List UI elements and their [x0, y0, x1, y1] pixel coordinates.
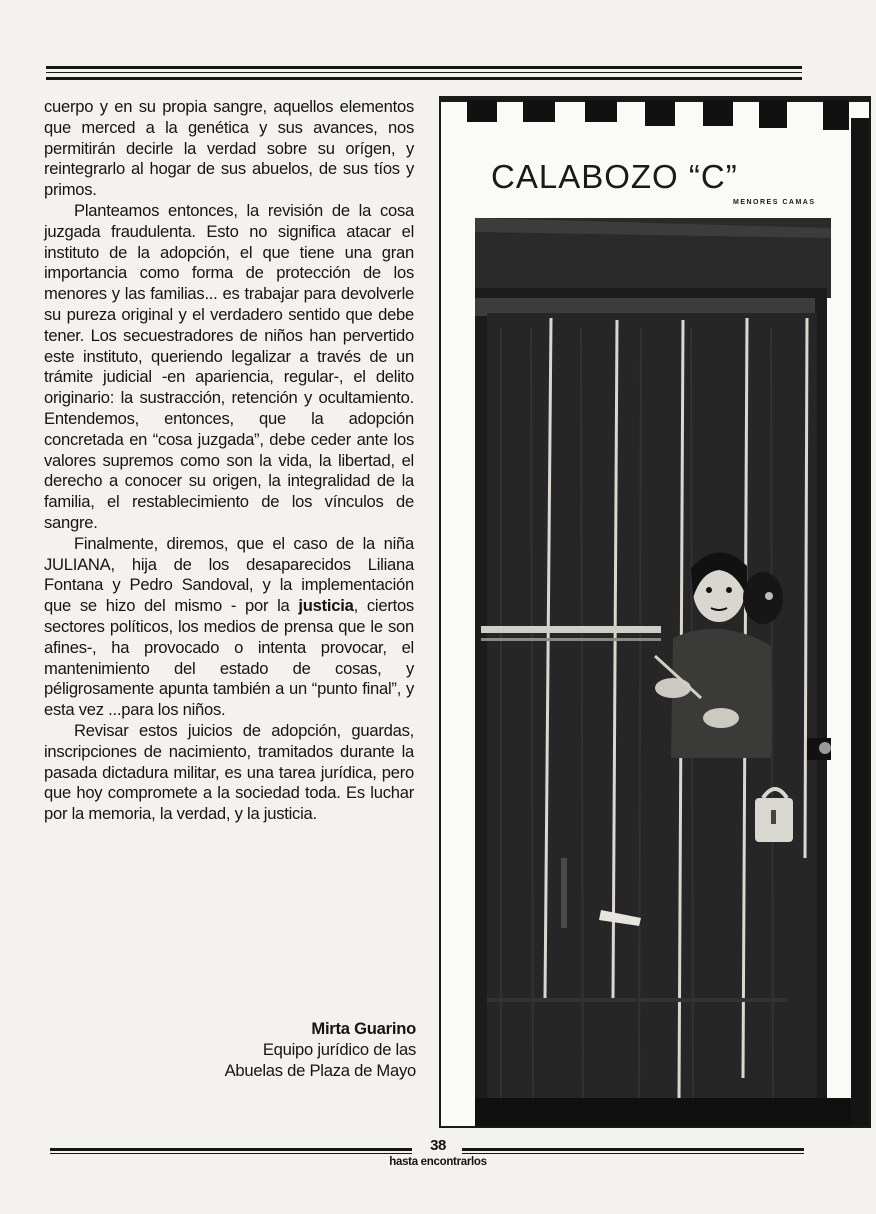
paragraph-text: Finalmente, diremos, que el caso de la niña JULIANA, hija de los desaparecidos Liliana Fontana y Pedro Sandoval, y la implementación que se hizo del mismo - por la: [44, 533, 414, 616]
photo-sublabel: MENORES CAMAS: [733, 199, 816, 206]
page-number: 38: [430, 1137, 446, 1154]
author-name: Mirta Guarino: [311, 1019, 416, 1038]
paragraph-text: Revisar estos juicios de adopción, guardas, inscripciones de nacimiento, tramitados durante la pasada dictadura militar, es una tarea jurídica, pero que hoy compromete a la sociedad toda. Es luchar por la memoria, la verdad, y la justicia.: [44, 720, 414, 824]
header-rule-thin: [46, 72, 802, 73]
author-affiliation-line1: Equipo jurídico de las: [262, 1039, 416, 1059]
footer-rule-left: [50, 1148, 412, 1151]
footer-rule-right-2: [462, 1153, 804, 1154]
cell-door-illustration: [441, 98, 869, 1126]
header-rule-thick-2: [46, 77, 802, 80]
photo-cell-door: [439, 96, 871, 1128]
article-paragraph: [44, 721, 414, 825]
article-paragraph: [44, 534, 414, 721]
photo-caption: CALABOZO “C”: [491, 158, 738, 195]
paragraph-text: Planteamos entonces, la revisión de la cosa juzgada fraudulenta. Esto no significa atacar el instituto de la adopción, el que tiene una gran importancia como forma de protección de los menores y las familias... es trabajar para devolverle su pureza original y el verdadero sentido que debe tener. Los secuestradores de niños han pervertido este instituto, queriendo legalizar a través de un trámite judicial -en apariencia, regular-, el delito originario: la sustracción, retención y ocultamiento. Entendemos, entonces, que la adopción concretada en “cosa juzgada”, debe ceder ante los valores supremos como son la vida, la libertad, el derecho a conocer su origen, la integralidad de la familia, el restablecimiento de los vínculos de sangre.: [44, 200, 414, 532]
paragraph-text: cuerpo y en su propia sangre, aquellos elementos que merced a la genética y sus avances, nos permitirán decirle la verdad sobre su orígen, y reintegrarlo al hogar de sus abuelos, de sus tíos y primos.: [44, 97, 414, 200]
publication-name: hasta encontrarlos: [389, 1156, 487, 1168]
emphasis-text: justicia: [298, 596, 354, 616]
signature-block: [225, 1019, 416, 1081]
article-body: [44, 97, 414, 825]
footer-rule-right: [462, 1148, 804, 1151]
author-affiliation-line2: Abuelas de Plaza de Mayo: [224, 1060, 416, 1080]
paragraph-text: , ciertos sectores políticos, los medios de prensa que le son afines-, ha provocado o intenta provocar, el mantenimiento del estado de cosas, y péligrosamente apunta también a un “punto final”, y esta vez ...para los niños.: [44, 596, 414, 720]
footer-rule-left-2: [50, 1153, 412, 1154]
header-rule-thick: [46, 66, 802, 69]
article-paragraph: [44, 201, 414, 534]
article-paragraph: [44, 97, 414, 201]
